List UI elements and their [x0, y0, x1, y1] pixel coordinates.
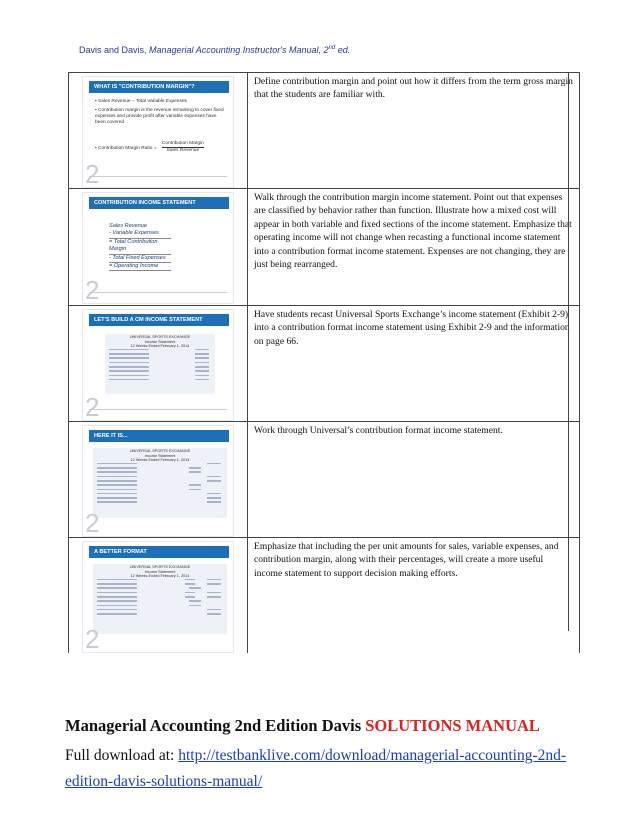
header-book-title: Managerial Accounting Instructor's Manual, 2nd ed.: [149, 45, 351, 55]
header-authors: Davis and Davis,: [79, 45, 150, 55]
ratio-formula: ▪ Contribution Margin Ratio = $\frac{\text{Contribution Margin}}{\text{Sales Revenue}}$: [95, 141, 204, 153]
download-link[interactable]: http://testbanklive.com/download/managerial-accounting-2nd-edition-davis-solutions-manual/: [65, 747, 567, 790]
slide-banner: WHAT IS "CONTRIBUTION MARGIN"?: [89, 81, 229, 93]
slide-banner: CONTRIBUTION INCOME STATEMENT: [89, 197, 229, 209]
running-header: [79, 45, 350, 55]
slide-banner: A BETTER FORMAT: [89, 546, 229, 558]
download-label: Full download at:: [65, 747, 179, 764]
statement-line: = Total Contribution Margin: [109, 239, 171, 255]
solutions-manual-label: SOLUTIONS MANUAL: [365, 716, 540, 735]
note-cell: Walk through the contribution margin income statement. Point out that expenses are classified by behavior rather than function. Illustrate how a mixed cost will appear in both variable and fixed sections of the income statement. Emphasize that operating income will not change when recasting a functional income statement into a contribution format income statement. Expenses are not changing, they are just being rearranged.: [248, 189, 580, 306]
mini-heading: UNIVERSAL SPORTS EXCHANGE Income Statement 12 Weeks Ended February 1, 2014: [129, 335, 191, 349]
slide-bullet: ▪ Sales Revenue – Total Variable Expenses: [95, 99, 187, 104]
statement-line: = Operating Income: [109, 263, 171, 271]
statement-line: - Total Fixed Expenses: [109, 255, 171, 263]
statement-line: Sales Revenue: [109, 223, 147, 229]
slide-number: 2: [85, 392, 100, 421]
table-frame: [68, 72, 569, 631]
ratio-fraction: $\frac{\text{Contribution Margin}}{\text{Sales Revenue}}$: [161, 141, 204, 153]
slide-bullet: ▪ Contribution margin is the revenue remaining to cover fixed expenses and provide profit after variable expenses have been covered: [95, 108, 224, 125]
slide-number: 2: [85, 159, 100, 188]
slide-number: 2: [85, 508, 100, 537]
slide-banner: HERE IT IS...: [89, 430, 229, 442]
note-cell: Have students recast Universal Sports Exchange’s income statement (Exhibit 2-9) into a contribution format income statement using Exhibit 2-9 and the information on page 66.: [248, 306, 580, 422]
download-line: [65, 743, 585, 795]
mini-heading: UNIVERSAL SPORTS EXCHANGE Income Statement 12 Weeks Ended February 1, 2014: [129, 565, 191, 579]
slide-number: 2: [85, 275, 100, 304]
note-cell: Emphasize that including the per unit amounts for sales, variable expenses, and contribution margin, along with their percentages, will create a more useful income statement to support decision making efforts.: [248, 538, 580, 654]
note-cell: Work through Universal’s contribution format income statement.: [248, 422, 580, 538]
slide-banner: LET'S BUILD A CM INCOME STATEMENT: [89, 314, 229, 326]
note-cell: Define contribution margin and point out how it differs from the term gross margin that the students are familiar with.: [248, 73, 580, 189]
slide-number: 2: [85, 624, 100, 653]
mini-heading: UNIVERSAL SPORTS EXCHANGE Income Statement 12 Weeks Ended February 1, 2014: [129, 449, 191, 463]
footer-title: Managerial Accounting 2nd Edition Davis SOLUTIONS MANUAL: [65, 716, 540, 735]
statement-line: - Variable Expenses: [109, 230, 171, 238]
